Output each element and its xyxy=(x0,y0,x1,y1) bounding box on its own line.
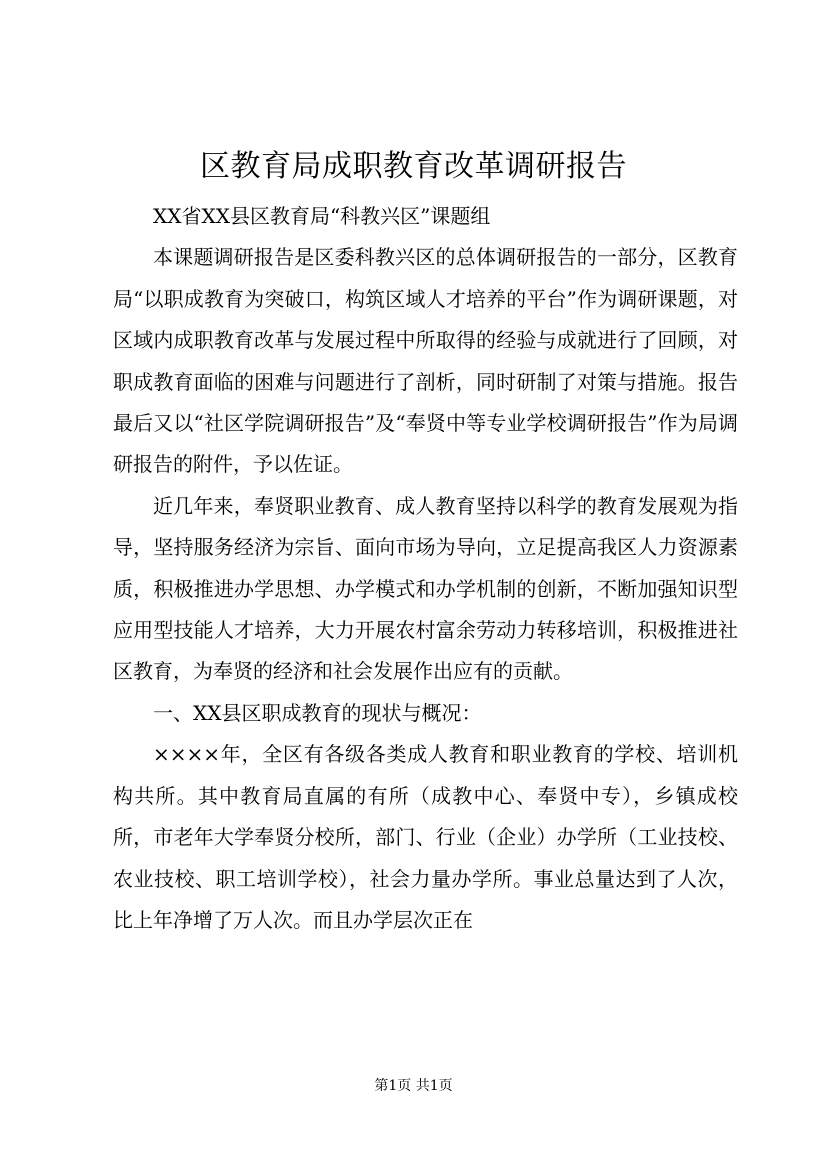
document-body xyxy=(113,196,738,941)
section-heading: 一、XX县区职成教育的现状与概况： xyxy=(153,700,482,725)
paragraph-status: ××××年，全区有各级各类成人教育和职业教育的学校、培训机构共所。其中教育局直属的有所（成教中心、奉贤中专），乡镇成校所，市老年大学奉贤分校所，部门、行业（企业）办学所（工业技校、农业技校、职工培训学校），社会力量办学所。事业总量达到了人次，比上年净增了万人次。而且办学层次正在 xyxy=(113,742,738,932)
author-line: XX省XX县区教育局“科教兴区”课题组 xyxy=(153,204,491,228)
document-title: 区教育局成职教育改革调研报告 xyxy=(200,149,627,184)
paragraph-intro: 本课题调研报告是区委科教兴区的总体调研报告的一部分，区教育局“以职成教育为突破口，构筑区域人才培养的平台”作为调研课题，对区域内成职教育改革与发展过程中所取得的经验与成就进行了回顾，对职成教育面临的困难与问题进行了剖析，同时研制了对策与措施。报告最后又以“社区学院调研报告”及“奉贤中等专业学校调研报告”作为局调研报告的附件，予以佐证。 xyxy=(113,245,738,477)
page-footer: 第1页 共1页 xyxy=(374,1078,453,1094)
paragraph-background: 近几年来，奉贤职业教育、成人教育坚持以科学的教育发展观为指导，坚持服务经济为宗旨、面向市场为导向，立足提高我区人力资源素质，积极推进办学思想、办学模式和办学机制的创新，不断加强知识型应用型技能人才培养，大力开展农村富余劳动力转移培训，积极推进社区教育，为奉贤的经济和社会发展作出应有的贡献。 xyxy=(113,493,738,684)
